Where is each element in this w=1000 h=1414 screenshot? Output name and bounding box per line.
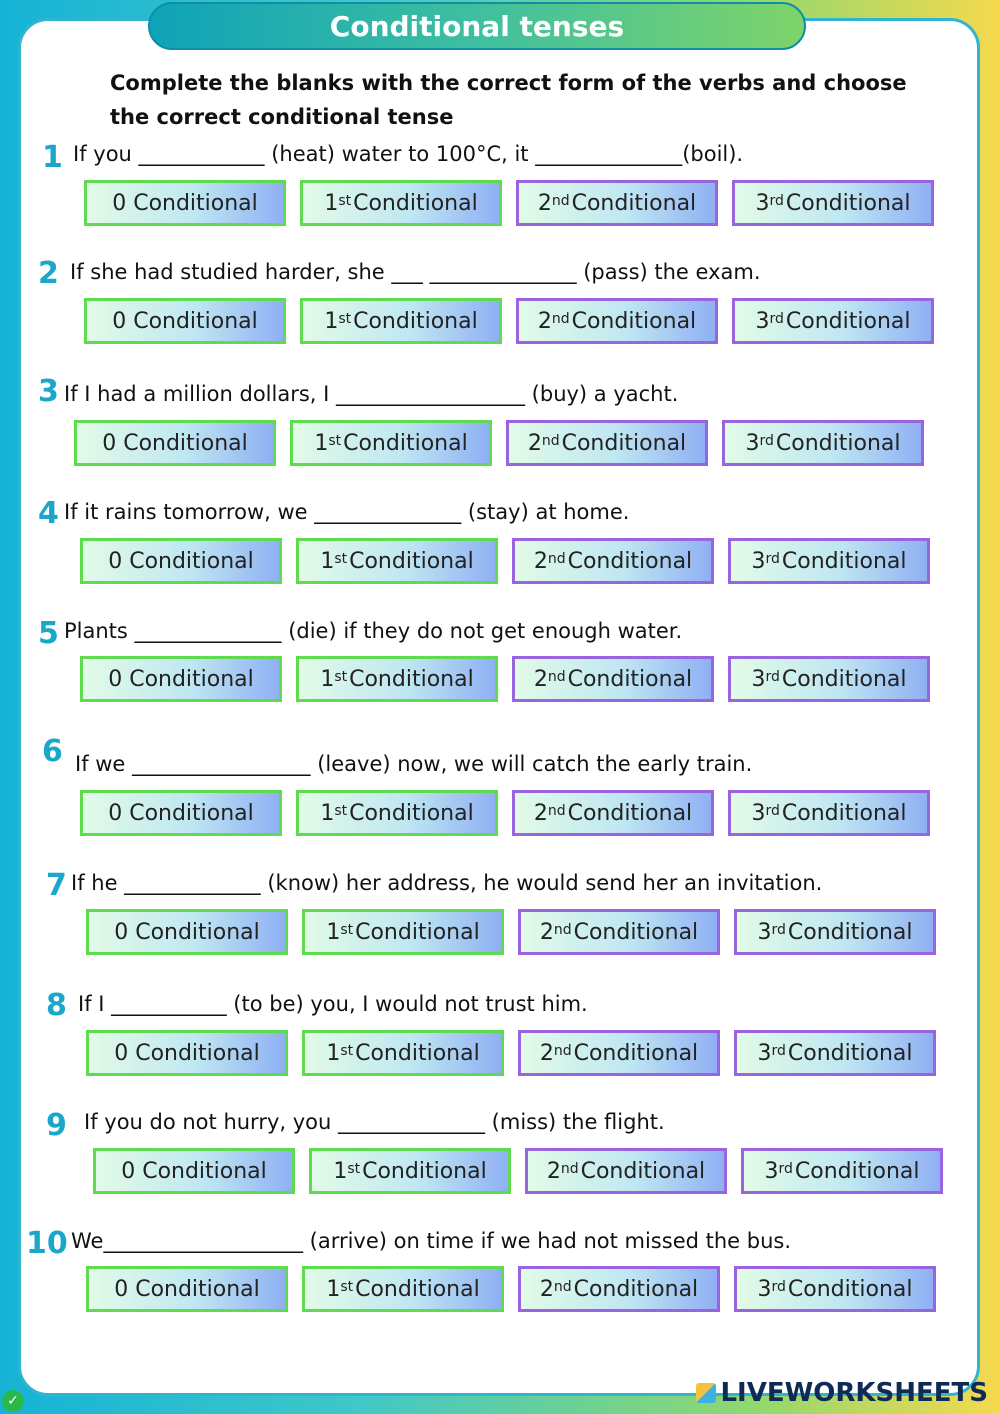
option-label: Conditional [349,548,474,574]
option-zero-conditional-button[interactable] [80,538,282,584]
option-number: 3 [757,1040,772,1066]
option-number: 2 [546,1158,561,1184]
option-second-conditional-button[interactable] [518,909,720,955]
option-second-conditional-button[interactable] [506,420,708,466]
option-number: 3 [757,1276,772,1302]
option-third-conditional-button[interactable] [728,656,930,702]
option-label: Conditional [794,1158,920,1184]
option-label: Conditional [785,308,911,334]
option-second-conditional-button[interactable] [518,1266,720,1312]
option-label: Conditional [781,800,907,826]
option-first-conditional-button[interactable] [296,538,498,584]
option-label: Conditional [567,548,693,574]
option-third-conditional-button[interactable] [741,1148,943,1194]
option-label: Conditional [133,308,258,334]
option-ordinal-suffix: st [338,311,352,327]
option-number: 2 [533,548,548,574]
option-label: Conditional [129,800,254,826]
option-label: Conditional [573,1040,699,1066]
option-number: 2 [527,430,542,456]
option-label: Conditional [362,1158,487,1184]
option-label: Conditional [355,919,480,945]
option-second-conditional-button[interactable] [525,1148,727,1194]
option-ordinal-suffix: st [334,803,348,819]
option-label: Conditional [787,1040,913,1066]
option-first-conditional-button[interactable] [302,1030,504,1076]
option-ordinal-suffix: nd [547,669,566,685]
option-number: 0 [112,308,127,334]
option-third-conditional-button[interactable] [728,538,930,584]
option-label: Conditional [567,666,693,692]
option-number: 2 [539,919,554,945]
question-number: 6 [42,734,63,769]
option-ordinal-suffix: rd [771,922,786,938]
option-first-conditional-button[interactable] [296,656,498,702]
option-number: 2 [539,1276,554,1302]
option-zero-conditional-button[interactable] [86,1030,288,1076]
check-icon: ✓ [2,1390,24,1412]
question-text: If he _____________ (know) her address, he would send her an invitation. [71,871,823,895]
option-third-conditional-button[interactable] [722,420,924,466]
option-number: 3 [745,430,760,456]
option-number: 2 [533,666,548,692]
option-first-conditional-button[interactable] [302,1266,504,1312]
option-ordinal-suffix: st [340,1279,354,1295]
option-ordinal-suffix: nd [553,922,572,938]
instructions: Complete the blanks with the correct form of the verbs and choose the correct conditional tense [110,71,907,129]
option-number: 3 [764,1158,779,1184]
option-label: Conditional [135,1040,260,1066]
option-number: 3 [755,190,770,216]
option-label: Conditional [133,190,258,216]
option-third-conditional-button[interactable] [734,1266,936,1312]
option-number: 1 [326,1276,341,1302]
option-ordinal-suffix: st [334,551,348,567]
option-ordinal-suffix: nd [553,1043,572,1059]
option-ordinal-suffix: rd [765,669,780,685]
option-label: Conditional [129,548,254,574]
option-number: 0 [108,548,123,574]
option-label: Conditional [573,919,699,945]
option-number: 2 [537,190,552,216]
option-number: 3 [755,308,770,334]
option-label: Conditional [135,1276,260,1302]
option-third-conditional-button[interactable] [732,298,934,344]
option-number: 1 [326,1040,341,1066]
option-zero-conditional-button[interactable] [74,420,276,466]
option-second-conditional-button[interactable] [518,1030,720,1076]
option-number: 0 [114,1040,129,1066]
option-label: Conditional [123,430,248,456]
option-number: 1 [320,666,335,692]
option-number: 0 [114,1276,129,1302]
option-label: Conditional [787,919,913,945]
option-label: Conditional [355,1040,480,1066]
option-zero-conditional-button[interactable] [84,298,286,344]
option-label: Conditional [355,1276,480,1302]
option-number: 0 [121,1158,136,1184]
question-number: 9 [46,1108,67,1143]
question-number: 8 [46,988,67,1023]
option-zero-conditional-button[interactable] [93,1148,295,1194]
question-number: 3 [38,374,59,409]
option-zero-conditional-button[interactable] [80,656,282,702]
option-label: Conditional [573,1276,699,1302]
option-number: 1 [320,548,335,574]
option-number: 3 [751,548,766,574]
option-third-conditional-button[interactable] [734,1030,936,1076]
option-second-conditional-button[interactable] [512,656,714,702]
question-number: 4 [38,496,59,531]
question-text: We___________________ (arrive) on time if we had not missed the bus. [71,1229,792,1253]
option-ordinal-suffix: rd [769,311,784,327]
option-number: 0 [108,666,123,692]
liveworksheets-logo [696,1378,988,1408]
option-label: Conditional [781,666,907,692]
option-ordinal-suffix: rd [769,193,784,209]
option-third-conditional-button[interactable] [728,790,930,836]
option-second-conditional-button[interactable] [516,298,718,344]
option-first-conditional-button[interactable] [309,1148,511,1194]
option-ordinal-suffix: nd [551,311,570,327]
option-label: Conditional [142,1158,267,1184]
question-number: 10 [26,1226,68,1261]
option-number: 3 [751,666,766,692]
option-number: 3 [757,919,772,945]
page-title: Conditional tenses [148,2,806,50]
question-number: 5 [38,616,59,651]
option-third-conditional-button[interactable] [734,909,936,955]
option-label: Conditional [349,800,474,826]
question-text: Plants ______________ (die) if they do not get enough water. [64,619,683,643]
option-first-conditional-button[interactable] [302,909,504,955]
option-third-conditional-button[interactable] [732,180,934,226]
option-number: 2 [533,800,548,826]
option-label: Conditional [135,919,260,945]
option-label: Conditional [775,430,901,456]
option-number: 1 [324,308,339,334]
option-first-conditional-button[interactable] [296,790,498,836]
option-ordinal-suffix: st [347,1161,361,1177]
option-label: Conditional [353,190,478,216]
option-ordinal-suffix: st [338,193,352,209]
option-label: Conditional [561,430,687,456]
option-label: Conditional [129,666,254,692]
question-text: If I ___________ (to be) you, I would not trust him. [78,992,588,1016]
option-first-conditional-button[interactable] [300,298,502,344]
option-ordinal-suffix: nd [547,803,566,819]
logo-icon [696,1383,716,1403]
option-label: Conditional [353,308,478,334]
option-ordinal-suffix: st [340,1043,354,1059]
option-number: 1 [320,800,335,826]
option-number: 0 [108,800,123,826]
question-number: 1 [42,140,63,175]
option-number: 0 [114,919,129,945]
option-ordinal-suffix: nd [553,1279,572,1295]
option-number: 1 [333,1158,348,1184]
option-number: 2 [539,1040,554,1066]
option-number: 0 [112,190,127,216]
option-second-conditional-button[interactable] [512,790,714,836]
question-number: 7 [46,868,67,903]
option-zero-conditional-button[interactable] [86,1266,288,1312]
option-number: 3 [751,800,766,826]
option-ordinal-suffix: rd [765,551,780,567]
option-zero-conditional-button[interactable] [84,180,286,226]
option-ordinal-suffix: rd [771,1043,786,1059]
question-text: If you do not hurry, you ______________ (miss) the flight. [84,1110,665,1134]
option-ordinal-suffix: rd [778,1161,793,1177]
option-label: Conditional [787,1276,913,1302]
option-number: 1 [314,430,329,456]
option-ordinal-suffix: nd [541,433,560,449]
option-second-conditional-button[interactable] [512,538,714,584]
option-ordinal-suffix: nd [547,551,566,567]
option-zero-conditional-button[interactable] [80,790,282,836]
question-text: If she had studied harder, she ___ ______________ (pass) the exam. [70,260,761,284]
option-label: Conditional [571,190,697,216]
option-label: Conditional [785,190,911,216]
option-first-conditional-button[interactable] [290,420,492,466]
question-text: If I had a million dollars, I __________________ (buy) a yacht. [64,382,679,406]
option-number: 2 [537,308,552,334]
option-second-conditional-button[interactable] [516,180,718,226]
option-ordinal-suffix: rd [765,803,780,819]
question-text: If you ____________ (heat) water to 100°C, it ______________(boil). [73,142,744,166]
option-ordinal-suffix: st [328,433,342,449]
option-ordinal-suffix: st [340,922,354,938]
option-zero-conditional-button[interactable] [86,909,288,955]
logo-text: LIVEWORKSHEETS [720,1378,988,1408]
question-text: If we _________________ (leave) now, we will catch the early train. [75,752,753,776]
option-ordinal-suffix: st [334,669,348,685]
option-label: Conditional [349,666,474,692]
question-text: If it rains tomorrow, we ______________ (stay) at home. [64,500,630,524]
option-label: Conditional [781,548,907,574]
option-ordinal-suffix: nd [551,193,570,209]
option-first-conditional-button[interactable] [300,180,502,226]
option-label: Conditional [343,430,468,456]
option-label: Conditional [567,800,693,826]
option-label: Conditional [580,1158,706,1184]
option-ordinal-suffix: rd [771,1279,786,1295]
question-number: 2 [38,256,59,291]
option-label: Conditional [571,308,697,334]
option-number: 1 [324,190,339,216]
option-number: 1 [326,919,341,945]
option-ordinal-suffix: nd [560,1161,579,1177]
option-number: 0 [102,430,117,456]
option-ordinal-suffix: rd [759,433,774,449]
